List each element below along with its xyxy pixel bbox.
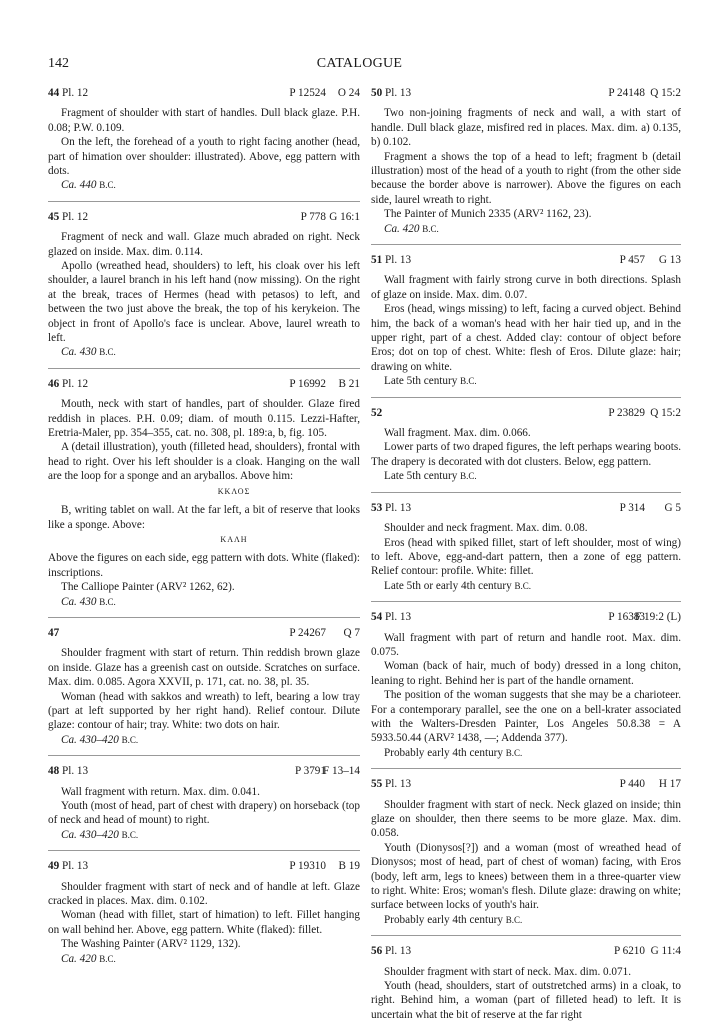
description-paragraph: Above the figures on each side, egg pattern with dots. White (flaked): inscriptions. bbox=[48, 552, 361, 579]
entry-number: 54 bbox=[371, 611, 383, 624]
page-header bbox=[48, 56, 671, 76]
description-paragraph: Apollo (wreathed head, shoulders) to left, his cloak over his left shoulder, a laurel branch in his left hand (now missing). On the right at the break, traces of Hermes (head with petasos) to left, and between the two just above the break, the top of his kerykeion. The object in front of Apollo's face is unclear. Above, laurel wreath to left. bbox=[48, 260, 360, 345]
date-line bbox=[384, 469, 681, 483]
date-line bbox=[384, 746, 681, 760]
inventory-number: P 457 bbox=[619, 254, 645, 267]
description-paragraph: Wall fragment with return. Max. dim. 0.041. bbox=[61, 785, 260, 798]
entry-header bbox=[48, 626, 360, 640]
era: B.C. bbox=[99, 596, 116, 607]
plate-reference: Pl. 12 bbox=[59, 210, 89, 223]
description-paragraph: Mouth, neck with start of handles, part of shoulder. Glaze fired reddish in places. P.H. 0.09; diam. of mouth 0.115. Lezzi-Hafter, Eretria-Maler, pp. 354–355, cat. no. 308, pl. 189:a, b, fig. 105. bbox=[48, 398, 360, 440]
date-line bbox=[61, 178, 360, 192]
entry-divider bbox=[48, 368, 360, 369]
left-column bbox=[48, 86, 360, 966]
date-text: Ca. 420 bbox=[384, 222, 423, 235]
deposit-location: G 11:4 bbox=[650, 945, 681, 958]
entry-header bbox=[371, 406, 681, 420]
deposit-location: G 13 bbox=[658, 254, 681, 267]
date-line bbox=[384, 579, 681, 593]
inventory-number: P 3791 bbox=[295, 765, 326, 778]
date-line bbox=[384, 374, 681, 388]
catalogue-entry bbox=[371, 610, 681, 760]
description-paragraph: A (detail illustration), youth (filleted head, shoulders), frontal with head to right. Over his left shoulder is a cloak. Hanging on the wall are the loop for a sponge and an aryballos. Above him: bbox=[48, 441, 360, 483]
entry-number: 51 bbox=[371, 254, 383, 267]
description-paragraph: Youth (Dionysos[?]) and a woman (most of wreathed head of Dionysos; most of head, part of chest of woman) facing, with Eros (body, left arm, legs to knees) between them in a three-quarter view to right. White: Eros; woman's flesh. Dilute glaze: drawing on white; surface between locks of youth's hair. bbox=[371, 841, 681, 912]
entry-header bbox=[371, 610, 681, 624]
catalogue-entry bbox=[48, 210, 360, 360]
description-paragraph: Woman (head with fillet, start of himation) to left. Fillet hanging on wall behind her. Above, egg pattern. White (flaked): fillet. bbox=[48, 909, 360, 936]
description-paragraph: B, writing tablet on wall. At the far left, a bit of reserve that looks like a sponge. Above: bbox=[48, 504, 360, 531]
attribution: The Washing Painter (ARV² 1129, 132). bbox=[61, 938, 241, 951]
entry-divider bbox=[371, 397, 681, 398]
plate-reference: Pl. 12 bbox=[59, 87, 89, 99]
entry-header bbox=[371, 86, 681, 100]
plate-reference: Pl. 13 bbox=[59, 765, 89, 778]
entry-number: 46 bbox=[48, 377, 60, 390]
catalogue-entry bbox=[48, 859, 360, 966]
entry-number: 44 bbox=[48, 87, 60, 99]
entry-header bbox=[48, 764, 360, 778]
entry-number: 45 bbox=[48, 210, 60, 223]
plate-reference: Pl. 13 bbox=[382, 87, 412, 99]
plate-reference: Pl. 13 bbox=[382, 945, 412, 958]
era: B.C. bbox=[505, 747, 523, 758]
description-paragraph: Two non-joining fragments of neck and wall, a with start of handle. Dull black glaze, misfired red in places. Max. dim. a) 0.135, b) 0.102. bbox=[371, 107, 681, 149]
era: B.C. bbox=[99, 180, 116, 191]
inventory-number: P 24148 bbox=[608, 87, 645, 99]
description-paragraph: Woman (back of hair, much of body) dressed in a long chiton, leaning to right. Behind her is part of the handle ornament. bbox=[371, 660, 681, 687]
entry-header bbox=[371, 253, 681, 267]
date-text: Ca. 430–420 bbox=[61, 733, 122, 746]
description-paragraph: Wall fragment with fairly strong curve in both directions. Splash of glaze on inside. Max. dim. 0.07. bbox=[371, 274, 681, 301]
entry-number: 52 bbox=[371, 406, 383, 419]
entry-divider bbox=[371, 492, 681, 493]
catalogue-entry bbox=[48, 764, 360, 842]
inscription: ΚΚΛΟΣ bbox=[217, 486, 251, 496]
date-text: Probably early 4th century bbox=[384, 913, 506, 926]
inventory-number: P 6210 bbox=[614, 945, 645, 958]
catalogue-entry bbox=[371, 944, 681, 1022]
date-line bbox=[61, 733, 360, 747]
catalogue-entry bbox=[371, 86, 681, 236]
date-line bbox=[61, 345, 360, 359]
description-paragraph: Wall fragment with part of return and handle root. Max. dim. 0.075. bbox=[371, 631, 681, 658]
page-title: CATALOGUE bbox=[316, 56, 403, 71]
catalogue-entry bbox=[371, 501, 681, 593]
entry-header bbox=[371, 501, 681, 515]
entry-header bbox=[48, 859, 360, 873]
deposit-location: G 16:1 bbox=[329, 210, 360, 223]
entry-number: 56 bbox=[371, 945, 383, 958]
era: B.C. bbox=[121, 829, 139, 840]
inventory-number: P 16383 bbox=[608, 611, 645, 624]
plate-reference: Pl. 12 bbox=[59, 377, 89, 390]
era: B.C. bbox=[505, 914, 523, 925]
entry-number: 55 bbox=[371, 778, 383, 791]
description-paragraph: Wall fragment. Max. dim. 0.066. bbox=[384, 427, 531, 440]
era: B.C. bbox=[99, 953, 116, 964]
description-paragraph: On the left, the forehead of a youth to right facing another (head, part of himation over shoulder: illustrated). Above, egg pattern with dots. bbox=[48, 136, 360, 178]
description-paragraph: Youth (most of head, part of chest with drapery) on horseback (top of neck and head of mount) to right. bbox=[48, 799, 360, 827]
catalogue-entry bbox=[371, 406, 681, 484]
description-paragraph: Shoulder and neck fragment. Max. dim. 0.08. bbox=[384, 522, 588, 535]
description-paragraph: Shoulder fragment with start of neck. Neck glazed on inside; thin glaze on shoulder, then there seems to be more glaze. Max. dim. 0.058. bbox=[371, 798, 681, 840]
date-text: Ca. 420 bbox=[61, 952, 100, 965]
deposit-location: F 13–14 bbox=[323, 765, 360, 778]
inventory-number: P 16992 bbox=[289, 377, 326, 390]
inventory-number: P 314 bbox=[619, 501, 645, 514]
era: B.C. bbox=[121, 734, 139, 745]
description-paragraph: Woman (head with sakkos and wreath) to left, bearing a low tray (part at left supported by her right hand). Relief contour. Dilute glaze: contour of hair; tray. White: two dots on hair. bbox=[48, 690, 360, 732]
catalogue-entry bbox=[371, 253, 681, 389]
date-text: Ca. 440 bbox=[61, 179, 100, 192]
deposit-location: B 19 bbox=[338, 860, 360, 873]
date-text: Late 5th or early 4th century bbox=[384, 579, 515, 592]
inventory-number: P 23829 bbox=[608, 406, 645, 419]
date-text: Ca. 430 bbox=[61, 595, 100, 608]
date-line bbox=[61, 952, 360, 966]
inventory-number: P 12524 bbox=[289, 87, 326, 99]
deposit-location: O 24 bbox=[337, 87, 360, 99]
deposit-location: G 5 bbox=[664, 501, 681, 514]
description-paragraph: Lower parts of two draped figures, the left perhaps wearing boots. The drapery is decorated with dot clusters. Below, egg pattern. bbox=[371, 441, 681, 468]
entry-divider bbox=[371, 768, 681, 769]
deposit-location: F 19:2 (L) bbox=[635, 611, 681, 624]
entry-header bbox=[48, 377, 360, 391]
date-line bbox=[384, 913, 681, 927]
entry-divider bbox=[48, 755, 360, 756]
deposit-location: Q 7 bbox=[343, 626, 360, 639]
deposit-location: Q 15:2 bbox=[650, 406, 681, 419]
description-paragraph: Fragment a shows the top of a head to left; fragment b (detail illustration) most of the head of a youth to right (from the other side because the border above is narrower). Above the figures on each side, laurel wreath to right. bbox=[371, 150, 681, 206]
plate-reference: Pl. 13 bbox=[382, 254, 412, 267]
inscription: ΚΑΛΗ bbox=[220, 534, 248, 544]
entry-divider bbox=[371, 244, 681, 245]
attribution: The Calliope Painter (ARV² 1262, 62). bbox=[61, 581, 235, 594]
plate-reference: Pl. 13 bbox=[382, 778, 412, 791]
date-line bbox=[61, 828, 360, 842]
description-paragraph: Shoulder fragment with start of neck and of handle at left. Glaze cracked in places. Max. dim. 0.102. bbox=[48, 880, 360, 907]
entry-header bbox=[48, 86, 360, 100]
date-line bbox=[384, 222, 681, 236]
page-number: 142 bbox=[48, 56, 69, 71]
plate-reference: Pl. 13 bbox=[382, 501, 412, 514]
entry-divider bbox=[371, 601, 681, 602]
inventory-number: P 24267 bbox=[289, 626, 326, 639]
entry-number: 50 bbox=[371, 87, 383, 99]
description-paragraph: Youth (head, shoulders, start of outstretched arms) in a cloak, to right. Behind him, a woman (part of filleted head) to left. It is uncertain what the bit of reserve at the far right bbox=[371, 980, 681, 1021]
deposit-location: Q 15:2 bbox=[650, 87, 681, 99]
entry-number: 47 bbox=[48, 626, 60, 639]
catalogue-entry bbox=[48, 377, 360, 609]
attribution: The Painter of Munich 2335 (ARV² 1162, 23). bbox=[384, 208, 592, 221]
date-text: Ca. 430 bbox=[61, 346, 100, 359]
inventory-number: P 440 bbox=[619, 778, 645, 791]
entry-divider bbox=[371, 935, 681, 936]
inventory-number: P 778 bbox=[300, 210, 326, 223]
era: B.C. bbox=[514, 580, 531, 591]
catalogue-entry bbox=[371, 777, 681, 927]
entry-header bbox=[48, 210, 360, 224]
entry-header bbox=[371, 944, 681, 958]
date-text: Probably early 4th century bbox=[384, 746, 506, 759]
entry-number: 49 bbox=[48, 860, 60, 873]
entry-divider bbox=[48, 201, 360, 202]
era: B.C. bbox=[460, 471, 477, 482]
plate-reference: Pl. 13 bbox=[59, 860, 89, 873]
catalogue-entry bbox=[48, 86, 360, 193]
era: B.C. bbox=[99, 347, 116, 358]
entry-number: 48 bbox=[48, 765, 60, 778]
date-text: Late 5th century bbox=[384, 375, 461, 388]
catalogue-entry bbox=[48, 626, 360, 747]
date-line bbox=[61, 595, 360, 609]
description-paragraph: Shoulder fragment with start of return. Thin reddish brown glaze on inside. Glaze has a greenish cast on outside. Scratches on surface. Max. dim. 0.085. Agora XXVII, p. 171, cat. no. 38, pl. 35. bbox=[48, 647, 360, 689]
date-text: Late 5th century bbox=[384, 470, 461, 483]
right-column bbox=[371, 86, 681, 1022]
description-paragraph: Eros (head with spiked fillet, start of left shoulder, most of wing) to left. Above, egg-and-dart pattern, then a zone of egg pattern. Relief contour: profile. White: fillet. bbox=[371, 536, 681, 578]
entry-divider bbox=[48, 617, 360, 618]
era: B.C. bbox=[422, 223, 439, 234]
date-text: Ca. 430–420 bbox=[61, 828, 122, 841]
description-paragraph: Fragment of neck and wall. Glaze much abraded on right. Neck glazed on inside. Max. dim. 0.114. bbox=[48, 231, 360, 258]
plate-reference: Pl. 13 bbox=[382, 611, 412, 624]
inventory-number: P 19310 bbox=[289, 860, 326, 873]
entry-divider bbox=[48, 850, 360, 851]
description-paragraph: Fragment of shoulder with start of handles. Dull black glaze. P.H. 0.08; P.W. 0.109. bbox=[48, 107, 360, 134]
entry-header bbox=[371, 777, 681, 791]
description-paragraph: Shoulder fragment with start of neck. Max. dim. 0.071. bbox=[384, 965, 632, 978]
description-paragraph: The position of the woman suggests that she may be a charioteer. For a contemporary parallel, see the one on a bell-krater associated with the Walters-Dresden Painter, Los Angeles 50.8.38 = A 5933.50.44 (ARV² 1438, —; Addenda 377). bbox=[371, 689, 681, 745]
description-paragraph: Eros (head, wings missing) to left, facing a curved object. Behind him, the back of a woman's head with her hair tied up, and in the upper right, part of a chest. Added clay: contour of object before Eros; dot on top of chest. White: flesh of Eros. Dilute glaze: hair; drawing on white. bbox=[371, 303, 681, 373]
deposit-location: H 17 bbox=[658, 778, 681, 791]
era: B.C. bbox=[460, 376, 477, 387]
entry-number: 53 bbox=[371, 501, 383, 514]
deposit-location: B 21 bbox=[338, 377, 360, 390]
